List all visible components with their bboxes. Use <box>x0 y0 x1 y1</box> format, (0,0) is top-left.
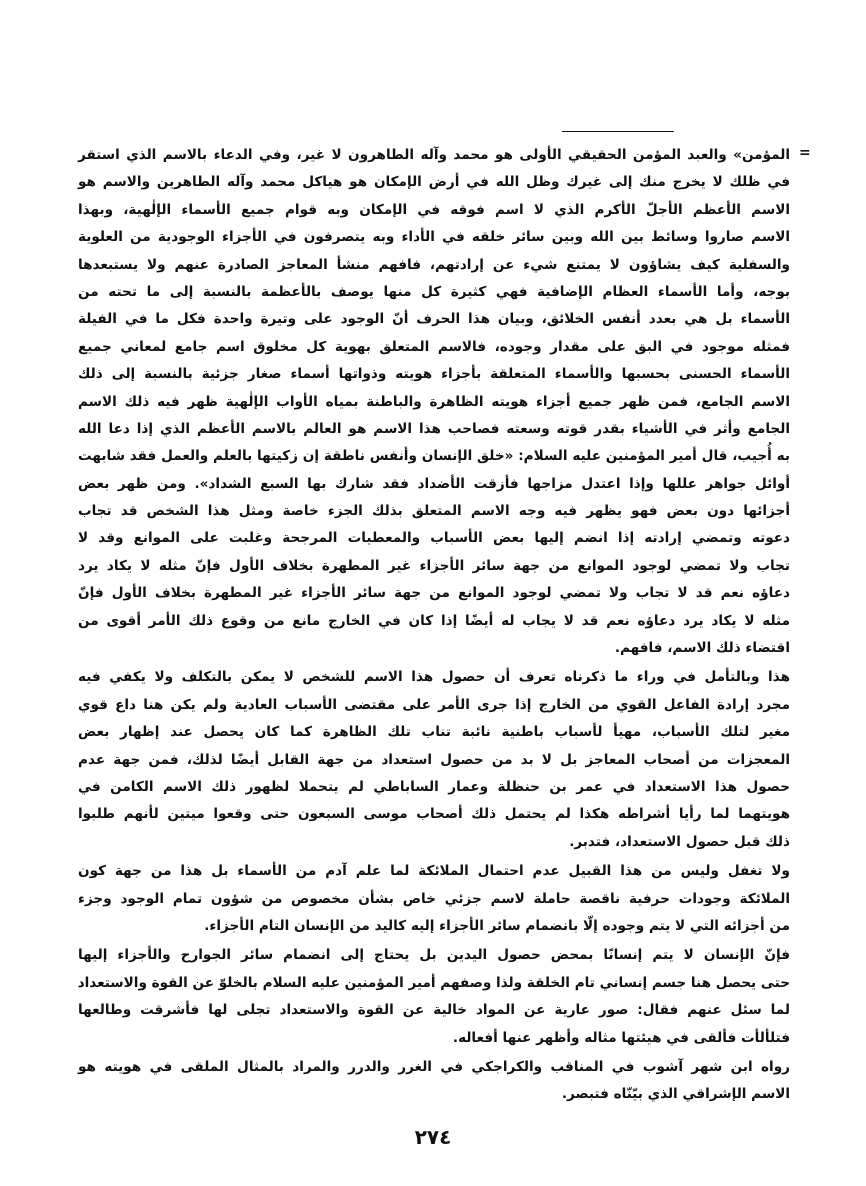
text-line: به أُجيب، قال أمير المؤمنين عليه السلام: «خلق الإنسان وأنفس ناطقة إن زكيتها بالعلم والعمل فقد شابهت <box>78 448 790 465</box>
text-line: أجزائها دون بعض فهو يظهر فيه وجه الاسم المتعلق بذلك الجزء خاصة ومثل هذا الشخص قد تجاب <box>78 503 790 520</box>
text-line: في ظلك لا يخرج منك إلى غيرك وظل الله في أرض الإمكان هو هياكل محمد وآله الطاهرين والاسم هو <box>78 174 790 191</box>
footnote-continuation-marker: = <box>799 145 811 161</box>
text-line: دعاؤه نعم قد لا تجاب ولا تمضي لوجود الموانع من جهة سائر الأجزاء غير المطهرة بخلاف الأول فإنّ <box>78 585 790 602</box>
text-line: فمثله موجود في البق على مقدار وجوده، فالاسم المتعلق بهوية كل مخلوق اسم جامع لمعاني جميع <box>78 338 790 355</box>
text-line: مغير لتلك الأسباب، مهيأ لأسباب باطنية نائبة تناب تلك الظاهرة كما كان يحصل عند إظهار بعض <box>78 724 790 741</box>
text-line: بوجه، وأما الأسماء العظام الإضافية فهي كثيرة كل منها يوصف بالأعظمة بالنسبة إلى ما تحته من <box>78 283 790 300</box>
text-line: اقتضاء ذلك الاسم، فافهم. <box>614 640 790 657</box>
text-line: الأسماء الحسنى بحسبها والأسماء المتعلقة بأجزاء هويته وذواتها أسماء صغار جزئية بالنسبة إلى ذلك <box>78 366 790 383</box>
footnote-text-block <box>78 142 790 1109</box>
text-line: حصول هذا الاستعداد في عمر بن حنظلة وعمار الساباطي لم يتحملا لظهور ذلك الاسم الكامن في <box>78 778 790 795</box>
text-line: والسفلية كيف يشاؤون لا يمتنع شيء عن إرادتهم، فافهم منشأ المعاجز الصادرة عنهم ولا يستبعدها <box>78 256 790 273</box>
text-line: الاسم الأعظم الأجلّ الأكرم الذي لا اسم فوقه في الإمكان وبه قوام جميع الأسماء الإلٰهية، وبهذا <box>78 201 790 218</box>
text-line: الاسم الجامع، فمن ظهر جميع أجزاء هويته الظاهرة والباطنة بمياه الأواب الإلٰهية ظهر فيه ذلك الاسم <box>78 393 790 410</box>
text-line: ذلك قبل حصول الاستعداد، فتدبر. <box>569 833 790 850</box>
text-line: هويتهما لما رأيا أشراطه هكذا لم يحتمل ذلك أصحاب موسى السبعون حتى وقعوا ميتين لأنهم طلبوا <box>78 806 790 823</box>
text-line: رواه ابن شهر آشوب في المناقب والكراجكي في الغرر والدرر والمراد بالمثال الملقى في هويته هو <box>78 1058 790 1075</box>
text-line: الملائكة وجودات حرفية ناقصة حاملة لاسم جزئي خاص بشأن مخصوص من شؤون تمام الوجود وجزء <box>78 890 790 907</box>
page-number: ٢٧٤ <box>414 1125 452 1149</box>
text-line: أوائل جواهر عللها وإذا اعتدل مزاجها فأزقت الأضداد فقد شارك بها السبع الشداد». ومن ظهر بعض <box>78 475 790 492</box>
text-line: دعوته وتمضي إرادته إذا انضم إليها بعض الأسباب والمعطيات المرجحة وغلبت على الموانع وقد لا <box>78 530 790 547</box>
text-line: فتلألأت فألقى في هيئتها مثاله وأظهر عنها أفعاله. <box>452 1029 790 1046</box>
text-line: من أجزائه التي لا يتم وجوده إلّا بانضمام سائر الأجزاء إليه كاليد من الإنسان التام الأجزاء. <box>204 917 790 934</box>
text-line: الأسماء بل هي بعدد أنفس الخلائق، وبيان هذا الحرف أنّ الوجود على وتيرة واحدة فكل ما في الفيلة <box>78 311 790 328</box>
text-line: مجرد إرادة الفاعل القوي من الخارج إذا جرى الأمر على مقتضى الأسباب العادية ولم يكن هنا داع قوي <box>78 696 790 713</box>
text-line: ولا تغفل وليس من هذا القبيل عدم احتمال الملائكة لما علم آدم من الأسماء بل هذا من جهة كون <box>78 863 790 880</box>
text-line: الجامع وأثر في الأشياء بقدر قوته وسعته فصاحب هذا الاسم هو العالم بالاسم الأعظم الذي إذا دعا الله <box>78 420 790 437</box>
text-line: حتى يحصل هنا جسم إنساني تام الخلقة ولذا وصفهم أمير المؤمنين عليه السلام بالخلوّ عن القوة والاستعداد <box>77 974 790 991</box>
text-line: فإنّ الإنسان لا يتم إنسانًا بمحض حصول اليدين بل يحتاج إلى انضمام سائر الجوارح والأجزاء إليها <box>78 947 790 964</box>
text-line: لما سئل عنهم فقال: صور عارية عن المواد خالية عن القوة والاستعداد تجلى لها فأشرقت وطالعها <box>78 1002 790 1019</box>
footnote-separator-rule <box>562 131 674 132</box>
text-line: المعجزات من أصحاب المعاجز بل لا بد من حصول استعداد من جهة القابل أيضًا لذلك، فمن جهة عدم <box>78 751 790 768</box>
text-line: هذا وبالتأمل في وراء ما ذكرناه تعرف أن حصول هذا الاسم للشخص لا يمكن بالتكلف ولا يكفي فيه <box>78 669 790 686</box>
text-line: الاسم صاروا وسائط بين الله وبين سائر خلقه في الأداء وبه يتصرفون في الأجزاء الوجودية من العلوية <box>78 229 790 246</box>
text-line: تجاب ولا تمضي لوجود الموانع من جهة سائر الأجزاء غير المطهرة بخلاف الأول فإنّ مثله لا يكاد يرد <box>78 557 790 574</box>
text-line: الاسم الإشراقي الذي بيّنّاه فتبصر. <box>561 1086 790 1103</box>
text-line: المؤمن» والعبد المؤمن الحقيقي الأولى هو محمد وآله الطاهرون لا غير، وفي الدعاء بالاسم الذي استقر <box>78 147 790 163</box>
text-line: مثله لا يكاد يرد دعاؤه نعم قد لا يجاب له أيضًا إذا كان في الخارج مانع من وقوع ذلك الأمر أقوى من <box>78 612 790 629</box>
